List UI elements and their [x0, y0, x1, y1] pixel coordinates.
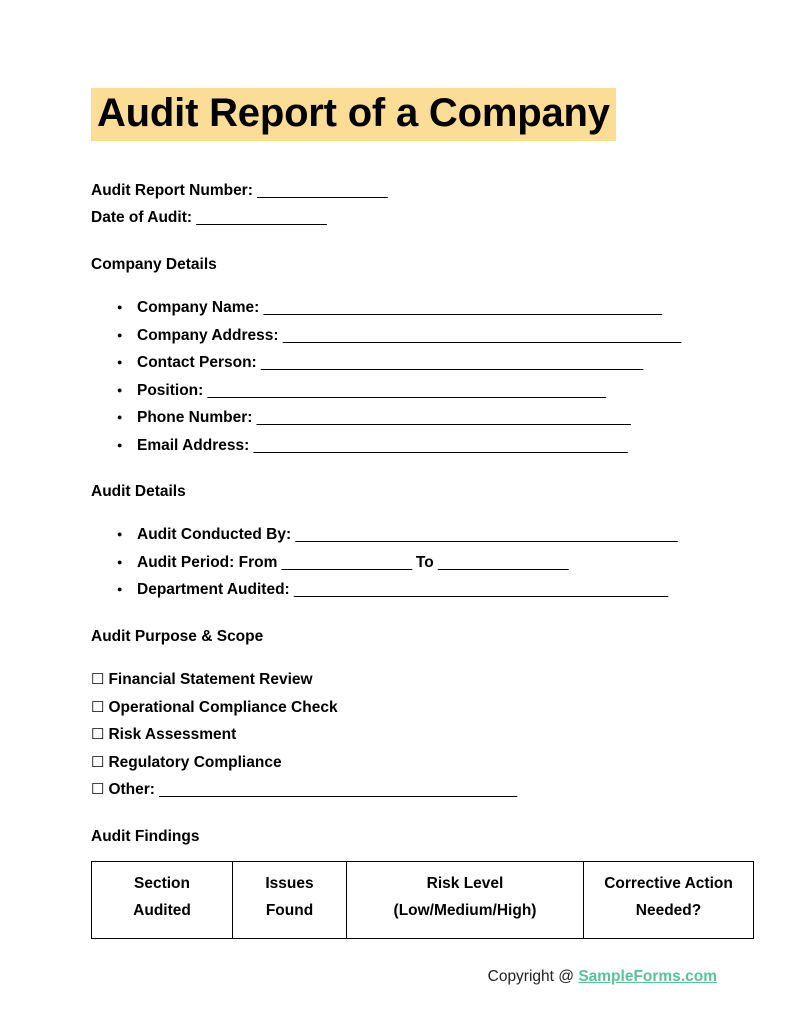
list-item [91, 666, 751, 694]
list-item [91, 404, 751, 432]
header-line-1: Risk Level [426, 875, 504, 892]
audit-period-from-blank[interactable]: ________________ [281, 553, 412, 571]
email-address-label: Email Address: [137, 436, 250, 454]
table-header-corrective-action [584, 862, 754, 939]
list-item [91, 349, 751, 377]
department-audited-label: Department Audited: [137, 581, 290, 599]
audit-report-number-field [91, 182, 387, 201]
footer [0, 968, 717, 987]
audit-report-number-label: Audit Report Number: [91, 182, 253, 199]
header-line-1: Issues [265, 875, 314, 892]
other-blank[interactable]: ____________________________________________ [159, 781, 517, 799]
header-line-1: Section [134, 875, 190, 892]
page-title: Audit Report of a Company [91, 88, 616, 141]
company-address-label: Company Address: [137, 326, 279, 344]
phone-number-blank[interactable]: ______________________________________________ [256, 409, 631, 427]
checkbox-icon[interactable]: ☐ [91, 753, 105, 771]
checkbox-label-financial-statement-review: Financial Statement Review [108, 671, 313, 688]
checkbox-icon[interactable]: ☐ [91, 698, 105, 716]
list-item [91, 749, 751, 777]
header-line-2: (Low/Medium/High) [393, 902, 537, 919]
list-item [91, 294, 751, 322]
audit-purpose-heading: Audit Purpose & Scope [91, 628, 264, 645]
list-item [91, 521, 751, 549]
audit-findings-table [91, 861, 754, 939]
company-details-list [91, 294, 751, 460]
sampleforms-link[interactable]: SampleForms.com [578, 968, 717, 985]
position-label: Position: [137, 381, 204, 399]
list-item [91, 776, 751, 804]
header-line-1: Corrective Action [604, 875, 733, 892]
date-of-audit-blank[interactable]: ________________ [196, 209, 327, 226]
list-item [91, 377, 751, 405]
checkbox-icon[interactable]: ☐ [91, 726, 105, 744]
company-name-label: Company Name: [137, 299, 260, 316]
audit-period-from-label: Audit Period: From [137, 553, 278, 571]
list-item [91, 721, 751, 749]
date-of-audit-field [91, 209, 326, 228]
date-of-audit-label: Date of Audit: [91, 209, 193, 226]
email-address-blank[interactable]: ______________________________________________ [253, 436, 628, 454]
checkbox-label-operational-compliance-check: Operational Compliance Check [108, 698, 338, 716]
list-item [91, 432, 751, 460]
header-line-2: Audited [133, 902, 191, 919]
audit-findings-heading: Audit Findings [91, 828, 200, 845]
company-address-blank[interactable]: _________________________________________________ [282, 326, 681, 344]
table-header-risk-level [347, 862, 584, 939]
title-container [91, 88, 712, 141]
header-line-2: Found [265, 902, 314, 919]
company-details-heading: Company Details [91, 256, 217, 273]
list-item [91, 576, 751, 604]
audit-details-heading: Audit Details [91, 483, 186, 500]
list-item [91, 694, 751, 722]
audit-purpose-checklist [91, 666, 751, 804]
position-blank[interactable]: _________________________________________________ [207, 381, 606, 399]
audit-period-to-label: To [415, 553, 434, 571]
audit-details-list [91, 521, 751, 604]
contact-person-blank[interactable]: _______________________________________________ [261, 354, 643, 372]
checkbox-label-risk-assessment: Risk Assessment [108, 726, 237, 744]
phone-number-label: Phone Number: [137, 409, 253, 427]
department-audited-blank[interactable]: ______________________________________________ [294, 581, 668, 599]
audit-conducted-by-label: Audit Conducted By: [137, 526, 292, 543]
list-item [91, 549, 751, 577]
audit-period-to-blank[interactable]: ________________ [438, 553, 568, 571]
checkbox-icon[interactable]: ☐ [91, 781, 105, 799]
header-line-2: Needed? [635, 902, 702, 919]
contact-person-label: Contact Person: [137, 354, 257, 372]
audit-conducted-by-blank[interactable]: _______________________________________________ [295, 526, 678, 543]
table-header-row [92, 862, 754, 939]
table-header-section-audited [92, 862, 233, 939]
checkbox-label-regulatory-compliance: Regulatory Compliance [108, 753, 282, 771]
list-item [91, 322, 751, 350]
company-name-blank[interactable]: _________________________________________________ [263, 299, 662, 316]
checkbox-label-other: Other: [108, 781, 155, 799]
table-header-issues-found [233, 862, 347, 939]
checkbox-icon[interactable]: ☐ [91, 671, 105, 688]
audit-report-number-blank[interactable]: ________________ [257, 182, 388, 199]
copyright-text: Copyright @ [487, 968, 579, 985]
